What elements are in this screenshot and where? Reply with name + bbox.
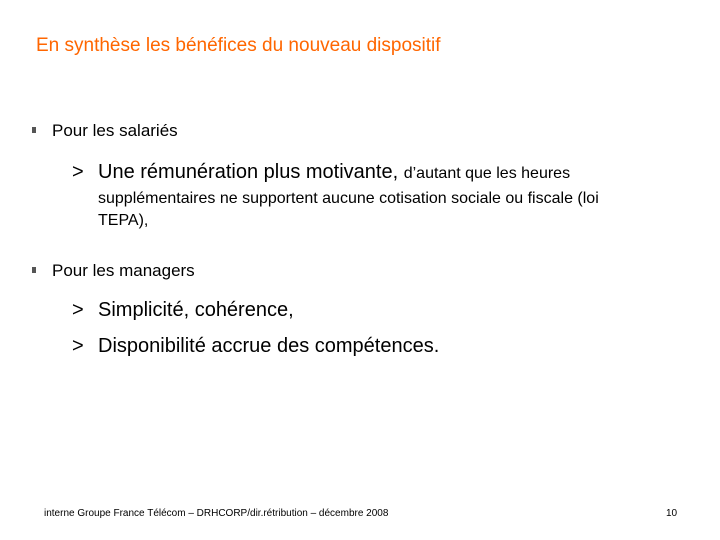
sub-marker: >: [72, 161, 84, 183]
sub-item-main: Simplicité, cohérence,: [98, 299, 294, 321]
sub-item-detail-line2: supplémentaires ne supportent aucune cotisation sociale ou fiscale (loi: [98, 190, 599, 207]
sub-item-main: Une rémunération plus motivante,: [98, 161, 399, 183]
sub-item-detail-inline: d’autant que les heures: [403, 165, 571, 182]
page-number: 10: [666, 508, 678, 519]
sub-item-text: [98, 161, 570, 184]
page-title: En synthèse les bénéfices du nouveau dispositif: [36, 35, 441, 56]
bullet-heading: Pour les managers: [52, 261, 195, 280]
footer-text: interne Groupe France Télécom – DRHCORP/dir.rétribution – décembre 2008: [44, 508, 389, 519]
sub-item-detail-line3: TEPA),: [98, 212, 149, 229]
sub-marker: >: [72, 335, 84, 357]
sub-item-main: Disponibilité accrue des compétences.: [98, 335, 440, 357]
square-bullet-icon: [32, 267, 36, 273]
square-bullet-icon: [32, 127, 36, 133]
sub-marker: >: [72, 299, 84, 321]
bullet-heading: Pour les salariés: [52, 121, 178, 140]
